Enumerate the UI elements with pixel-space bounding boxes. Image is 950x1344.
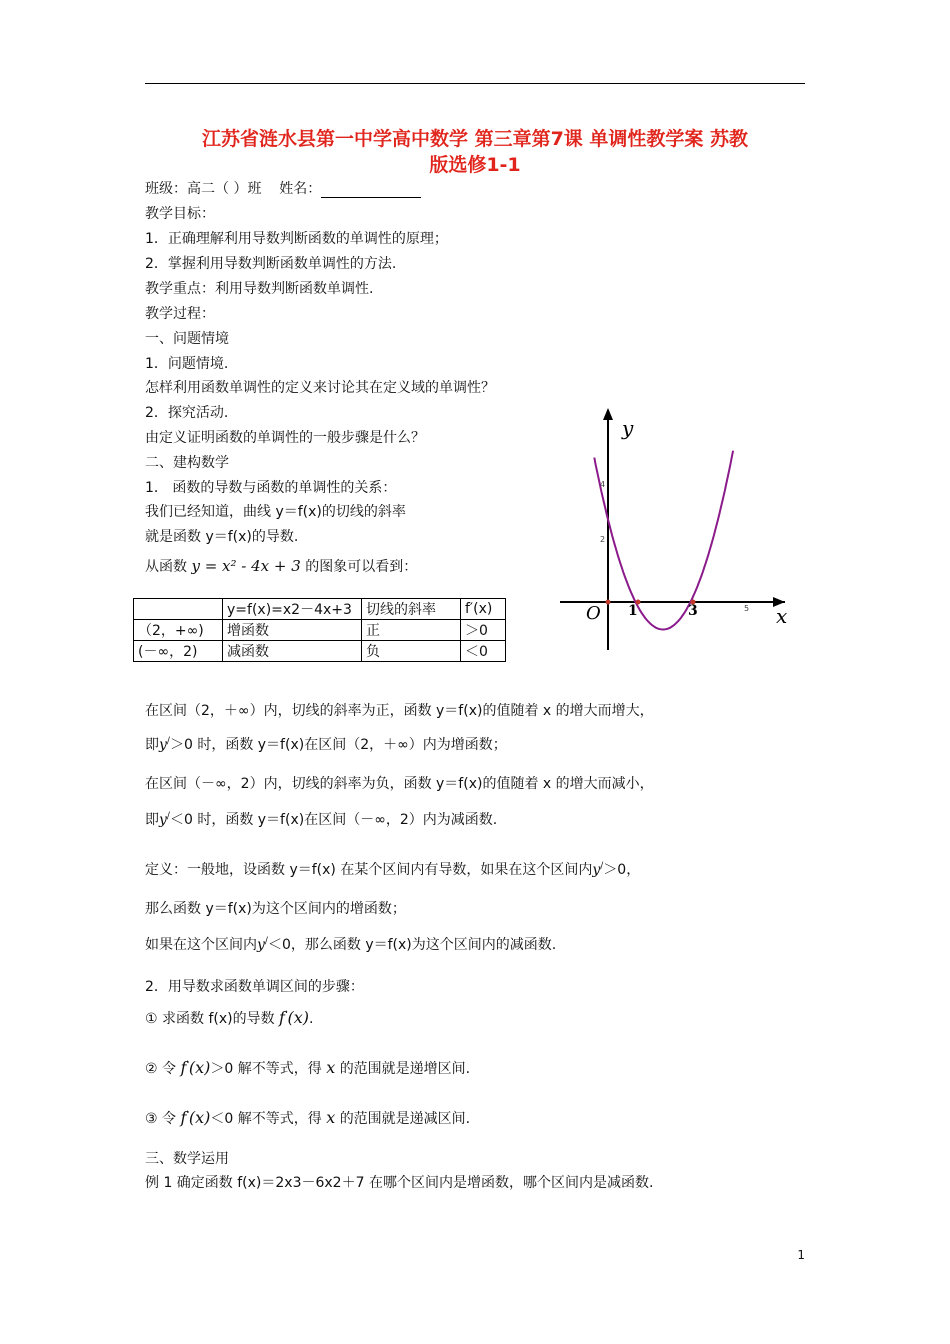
quadratic-formula: y = x² - 4x + 3 [191, 557, 301, 575]
y-label: y [622, 416, 634, 440]
definition-2: 那么函数 y＝f(x)为这个区间内的增函数； [145, 901, 406, 917]
c1-text-c: 从函数 y = x² - 4x + 3 的图象可以看到： [145, 557, 418, 575]
tick-label-5: 5 [744, 604, 750, 613]
para-4: 即y/＜0 时，函数 y＝f(x)在区间（－∞，2）内为减函数. [145, 811, 498, 828]
key-point: 教学重点：利用导数判断函数单调性. [145, 281, 374, 297]
goal-2: 2．掌握利用导数判断函数单调性的方法. [145, 256, 397, 272]
class-label: 班级：高二（ ）班 [145, 181, 262, 197]
para-2: 即y/＞0 时，函数 y＝f(x)在区间（2，＋∞）内为增函数； [145, 736, 507, 753]
q2-text: 由定义证明函数的单调性的一般步骤是什么？ [145, 430, 425, 446]
origin-label: O [586, 603, 601, 624]
q2-heading: 2．探究活动. [145, 405, 229, 421]
para-3: 在区间（－∞，2）内，切线的斜率为负，函数 y＝f(x)的值随着 x 的增大而减小， [145, 776, 654, 792]
definition-1: 定义：一般地，设函数 y＝f(x) 在某个区间内有导数，如果在这个区间内y/＞0， [145, 861, 641, 878]
definition-3: 如果在这个区间内y/＜0，那么函数 y＝f(x)为这个区间内的减函数. [145, 936, 557, 953]
table-row: y=f(x)=x2－4x+3 切线的斜率 f′(x) [134, 599, 506, 620]
table-row: （2，+∞) 增函数 正 ＞0 [134, 620, 506, 641]
c1-heading: 1． 函数的导数与函数的单调性的关系： [145, 480, 397, 496]
y-arrow [603, 408, 613, 420]
tick-label-1: 1 [628, 603, 638, 619]
tick-label-3: 3 [688, 603, 698, 619]
tick-label-y4: 4 [600, 480, 606, 489]
step-1: ① 求函数 f(x)的导数 f'(x). [145, 1008, 314, 1027]
info-line [145, 178, 421, 198]
step-2: ② 令 f'(x)＞0 解不等式，得 x 的范围就是递增区间. [145, 1058, 471, 1077]
parabola-graph [560, 405, 790, 655]
goal-heading: 教学目标： [145, 206, 215, 222]
part1-heading: 一、问题情境 [145, 331, 229, 347]
table-row: (－∞，2) 减函数 负 ＜0 [134, 641, 506, 662]
origin-point [606, 600, 611, 605]
process-heading: 教学过程： [145, 306, 215, 322]
c1-text-b: 就是函数 y＝f(x)的导数. [145, 529, 299, 545]
x-label: x [776, 604, 788, 628]
name-label: 姓名： [279, 181, 322, 197]
top-rule [145, 83, 805, 84]
goal-1: 1．正确理解利用导数判断函数的单调性的原理； [145, 231, 448, 247]
example-1: 例 1 确定函数 f(x)＝2x3－6x2＋7 在哪个区间内是增函数，哪个区间内是减函数. [145, 1175, 654, 1191]
name-blank [321, 183, 421, 198]
steps-heading: 2．用导数求函数单调区间的步骤： [145, 979, 364, 995]
monotonic-table [133, 598, 506, 662]
doc-title-line1: 江苏省涟水县第一中学高中数学 第三章第7课 单调性教学案 苏教 [201, 128, 749, 150]
part2-heading: 二、建构数学 [145, 455, 229, 471]
doc-title-line2: 版选修1-1 [429, 154, 521, 176]
step-3: ③ 令 f'(x)＜0 解不等式，得 x 的范围就是递减区间. [145, 1108, 471, 1127]
para-1: 在区间（2，＋∞）内，切线的斜率为正，函数 y＝f(x)的值随着 x 的增大而增大， [145, 703, 654, 719]
page-number: 1 [797, 1248, 805, 1262]
part3-heading: 三、数学运用 [145, 1151, 229, 1167]
c1-text-a: 我们已经知道，曲线 y＝f(x)的切线的斜率 [145, 504, 406, 520]
tick-label-y2: 2 [600, 535, 606, 544]
q1-text: 怎样利用函数单调性的定义来讨论其在定义域的单调性？ [145, 380, 495, 396]
q1-heading: 1．问题情境. [145, 356, 229, 372]
